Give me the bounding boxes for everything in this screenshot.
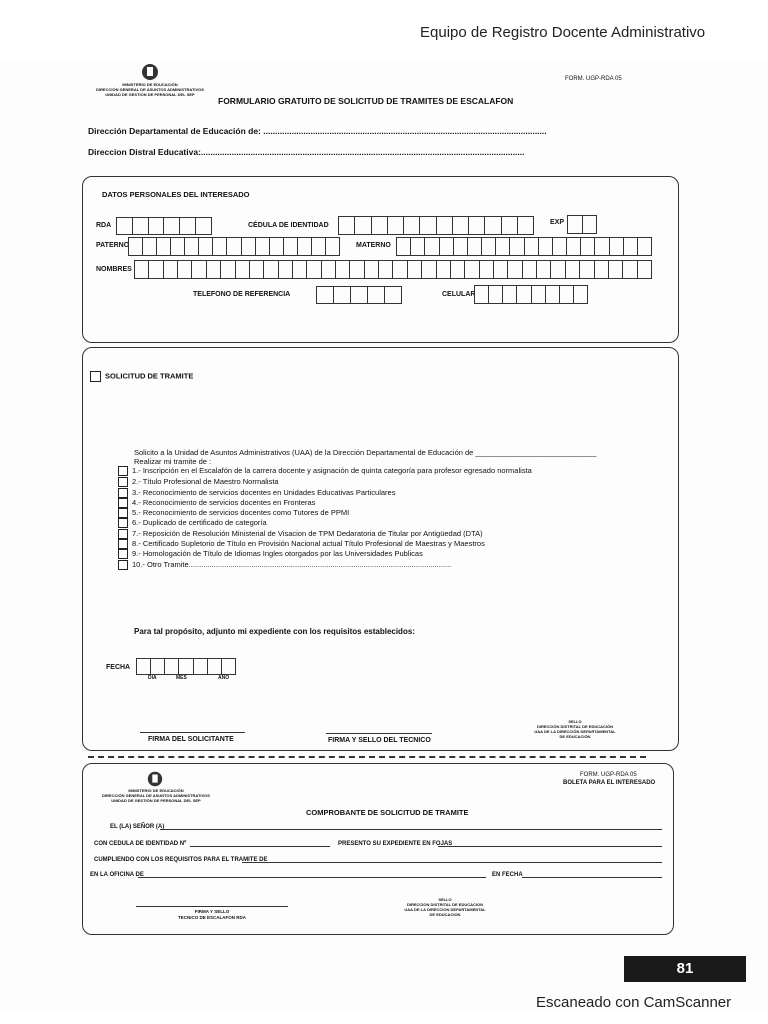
scanner-watermark: Escaneado con CamScanner — [536, 994, 732, 1011]
oficina-line[interactable] — [138, 877, 486, 878]
form-title: FORMULARIO GRATUITO DE SOLICITUD DE TRAMITES DE ESCALAFON — [218, 96, 514, 106]
cumpliendo-line[interactable] — [242, 862, 662, 863]
materno-boxes[interactable] — [396, 237, 652, 254]
form-code: FORM. UGP-RDA 05 — [565, 76, 622, 82]
tramite-label: 7.- Reposición de Resolución Ministerial de Visacion de TPM Dedaratoria de Titular por Antigüedad (DTA) — [132, 529, 483, 538]
page-number-badge: 81 — [624, 956, 746, 982]
ci-comprobante-line[interactable] — [190, 846, 330, 847]
sello-line1: SELLO — [438, 897, 452, 902]
tramite-item-1[interactable] — [118, 466, 532, 476]
firma-rda-line2: TECNICO DE ESCALAFON RDA — [177, 915, 246, 920]
firma-solicitante-label: FIRMA DEL SOLICITANTE — [148, 736, 234, 743]
en-fecha-label: EN FECHA — [492, 872, 523, 878]
tramite-item-6[interactable] — [118, 518, 267, 528]
logo-line2: DIRECCIÓN GENERAL DE ASUNTOS ADMINISTRATIVOS — [102, 793, 210, 798]
tramite-label: 4.- Reconocimiento de servicios docentes en Fronteras — [132, 498, 316, 507]
logo-line1: MINISTERIO DE EDUCACIÓN — [122, 82, 178, 87]
tramite-checkbox[interactable] — [118, 477, 128, 487]
tramite-label: 10.- Otro Tramite.............................................................................................................................. — [132, 560, 452, 569]
mes-label: MES — [176, 675, 187, 681]
sello-line2: DIRECCIÓN DISTRITAL DE EDUCACIÓN — [536, 724, 614, 729]
firma-rda-line1: FIRMA Y SELLO — [194, 909, 230, 914]
sello-line3: UAA DE LA DIRECCIÓN DEPARTAMENTAL — [534, 729, 616, 734]
tramite-item-5[interactable] — [118, 508, 349, 518]
solicitud-checkbox[interactable] — [90, 371, 101, 382]
tramite-label: 9.- Homologación de Título de Idiomas Ingles otorgados por las Universidades Publicas — [132, 549, 423, 558]
firma-solicitante-line — [140, 732, 245, 733]
oficina-label: EN LA OFICINA DE — [90, 872, 144, 878]
tramite-item-9[interactable] — [118, 549, 423, 559]
boleta-label: BOLETA PARA EL INTERESADO — [563, 780, 656, 786]
firma-tecnico-line — [326, 733, 432, 734]
cumpliendo-label: CUMPLIENDO CON LOS REQUISITOS PARA EL TRAMITE DE — [94, 857, 268, 863]
tramite-item-2[interactable] — [118, 477, 279, 487]
anio-label: AÑO — [218, 675, 230, 681]
rda-boxes[interactable] — [116, 217, 212, 233]
ci-comprobante-label: CON CEDULA DE IDENTIDAD Nº — [94, 841, 187, 847]
comprobante-form-code: FORM. UGP-RDA 05 — [580, 772, 637, 778]
solicitud-intro: Solicito a la Unidad de Asuntos Administrativos (UAA) de la Dirección Departamental de Educación de _____________________________ — [134, 448, 597, 457]
tramite-item-4[interactable] — [118, 498, 315, 508]
cut-line — [88, 756, 646, 758]
datos-title: DATOS PERSONALES DEL INTERESADO — [102, 190, 250, 199]
presento-line[interactable] — [438, 846, 662, 847]
adjunto-text: Para tal propósito, adjunto mi expediente con los requisitos establecidos: — [134, 627, 415, 636]
tramite-item-10[interactable] — [118, 560, 451, 570]
firma-tecnico-rda-line — [136, 906, 288, 907]
fecha-label: FECHA — [106, 664, 131, 671]
tramite-checkbox[interactable] — [118, 488, 128, 498]
tramite-checkbox[interactable] — [118, 498, 128, 508]
sello-line2: DIRECCION DISTRITAL DE EDUCACION — [406, 902, 484, 907]
telefono-boxes[interactable] — [316, 286, 402, 302]
paterno-label: PATERNO — [96, 242, 130, 249]
tramite-checkbox[interactable] — [118, 518, 128, 528]
tramite-label: 6.- Duplicado de certificado de categoría — [132, 518, 267, 527]
coat-of-arms-icon — [140, 62, 160, 82]
exp-label: EXP — [550, 219, 565, 226]
nombres-boxes[interactable] — [134, 260, 652, 277]
rda-label: RDA — [96, 222, 112, 229]
celular-boxes[interactable] — [474, 285, 588, 302]
tramite-checkbox[interactable] — [118, 549, 128, 559]
ministry-logo — [90, 62, 210, 97]
logo-line3: UNIDAD DE GESTIÓN DE PERSONAL DEL SEP — [111, 798, 201, 803]
tramite-item-7[interactable] — [118, 529, 483, 539]
solicitud-header — [90, 371, 193, 382]
ci-label: CÉDULA DE IDENTIDAD — [248, 222, 329, 229]
dir-departamental: Dirección Departamental de Educación de: ........................................................................................................................ — [88, 126, 547, 136]
tramite-label: 5.- Reconocimiento de servicios docentes como Tutores de PPMI — [132, 508, 350, 517]
fecha-boxes[interactable] — [136, 658, 236, 673]
firma-tecnico-rda-block — [150, 909, 274, 921]
tramite-label: 1.- Inscripción en el Escalafón de la carrera docente y asignación de quinta categoría para profesor egresado normalista — [132, 466, 532, 475]
tramite-label: 8.- Certificado Supletorio de Título en Provisión Nacional actual Título Profesional de Maestras y Maestros — [132, 539, 485, 548]
logo-line2: DIRECCIÓN GENERAL DE ASUNTOS ADMINISTRATIVOS — [96, 87, 204, 92]
tramite-checkbox[interactable] — [118, 560, 128, 570]
tramite-item-8[interactable] — [118, 539, 485, 549]
telefono-label: TELEFONO DE REFERENCIA — [193, 291, 291, 298]
coat-of-arms-icon — [146, 770, 164, 788]
sello-block — [530, 719, 620, 739]
tramite-item-3[interactable] — [118, 488, 395, 498]
comprobante-sello-block — [396, 897, 494, 917]
tramite-checkbox[interactable] — [118, 539, 128, 549]
ci-boxes[interactable] — [338, 216, 534, 233]
nombres-label: NOMBRES — [96, 266, 132, 273]
comprobante-title: COMPROBANTE DE SOLICITUD DE TRAMITE — [306, 808, 469, 817]
sello-line4: DE EDUCACION — [429, 912, 461, 917]
materno-label: MATERNO — [356, 242, 391, 249]
senor-label: EL (LA) SEÑOR (A) — [110, 824, 165, 830]
senor-line[interactable] — [160, 829, 662, 830]
tramite-checkbox[interactable] — [118, 508, 128, 518]
logo-line1: MINISTERIO DE EDUCACIÓN — [128, 788, 184, 793]
firma-tecnico-label: FIRMA Y SELLO DEL TECNICO — [328, 737, 431, 744]
tramite-label: 3.- Reconocimiento de servicios docentes en Unidades Educativas Particulares — [132, 488, 396, 497]
solicitud-title: SOLICITUD DE TRAMITE — [105, 371, 194, 381]
sello-line3: UAA DE LA DIRECCION DEPARTAMENTAL — [404, 907, 486, 912]
dia-label: DIA — [148, 675, 157, 681]
comprobante-logo — [96, 770, 216, 803]
en-fecha-line[interactable] — [522, 877, 662, 878]
dir-distrital: Direccion Distral Educativa:......................................................................................................................................... — [88, 147, 525, 157]
exp-boxes[interactable] — [567, 215, 597, 232]
solicitud-intro2: Realizar mi tramite de : — [134, 457, 212, 466]
sello-line4: DE EDUCACIÓN — [559, 734, 591, 739]
celular-label: CELULAR — [442, 291, 476, 298]
tramite-label: 2.- Título Profesional de Maestro Normalista — [132, 477, 279, 486]
tramite-checkbox[interactable] — [118, 529, 128, 539]
tramite-checkbox[interactable] — [118, 466, 128, 476]
header-title: Equipo de Registro Docente Administrativo — [420, 24, 706, 41]
logo-line3: UNIDAD DE GESTIÓN DE PERSONAL DEL SEP — [105, 92, 195, 97]
sello-line1: SELLO — [568, 719, 582, 724]
paterno-boxes[interactable] — [128, 237, 340, 254]
presento-label: PRESENTO SU EXPEDIENTE EN FOJAS — [338, 841, 453, 847]
